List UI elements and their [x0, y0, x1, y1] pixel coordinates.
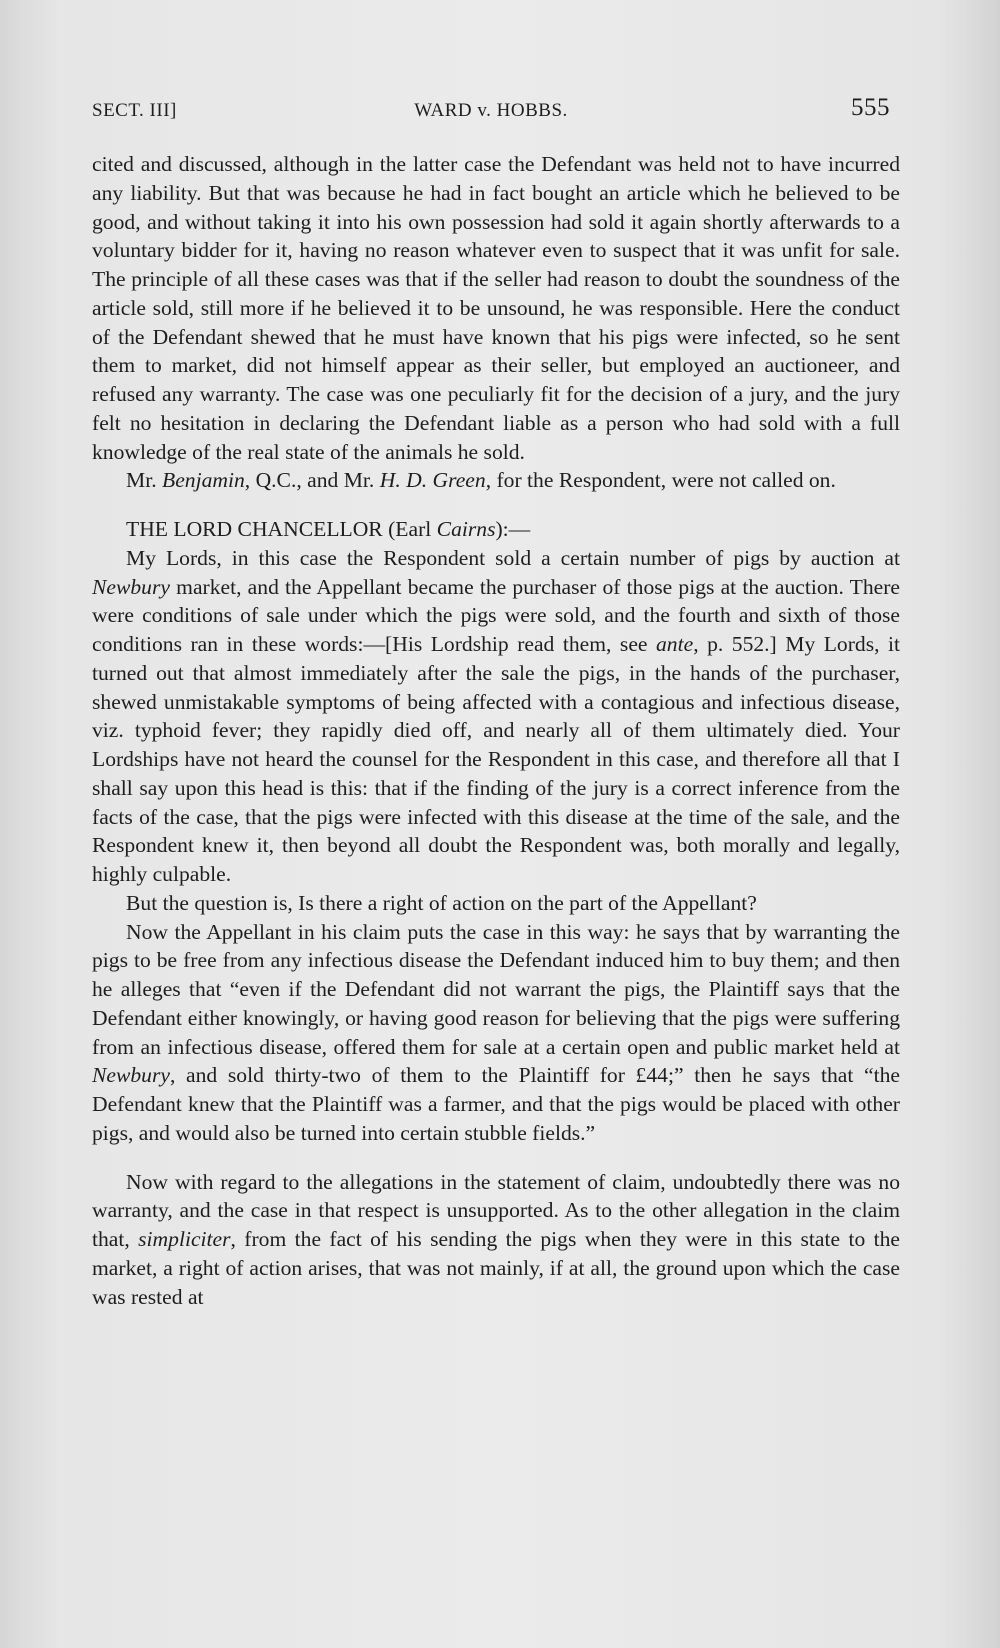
paragraph-counsel-not-called: Mr. Benjamin, Q.C., and Mr. H. D. Green, for the Respondent, were not called on. [126, 468, 836, 493]
paragraph-allegations: Now with regard to the allegations in the statement of claim, undoubtedly there was no warranty, and the case in that respect is unsupported. As to the other allegation in the claim that, simpliciter, from the fact of his sending the pigs when they were in this state to the market, a right of action arises, that was not mainly, if at all, the ground upon which the case was rested at [92, 1169, 900, 1309]
paragraph-claim: Now the Appellant in his claim puts the case in this way: he says that by warranting the pigs to be free from any infectious disease the Defendant induced him to buy them; and then he alleges that “even if the Defendant did not warrant the pigs, the Plaintiff says that the Defendant either knowingly, or having good reason for believing that the pigs were suffering from an infectious disease, offered them for sale at a certain open and public market held at Newbury, and sold thirty-two of them to the Plaintiff for £44;” then he says that “the Defendant knew that the Plaintiff was a farmer, and that the pigs would be placed with other pigs, and would also be turned into certain stubble fields.” [92, 919, 900, 1145]
speaker-heading: THE LORD CHANCELLOR (Earl Cairns):— [126, 517, 531, 541]
page-body [92, 150, 900, 1311]
paragraph-lord-chancellor-facts: My Lords, in this case the Respondent sold a certain number of pigs by auction at Newbury market, and the Appellant became the purchaser of those pigs at the auction. There were conditions of sale under which the pigs were sold, and the fourth and sixth of those conditions ran in these words:—[His Lordship read them, see ante, p. 552.] My Lords, it turned out that almost immediately after the sale the pigs, in the hands of the purchaser, shewed unmistakable symptoms of being affected with a contagious and infectious disease, viz. typhoid fever; they rapidly died off, and nearly all of them ultimately died. Your Lordships have not heard the counsel for the Respondent in this case, and therefore all that I shall say upon this head is this: that if the finding of the jury is a correct inference from the facts of the case, that the pigs were infected with this disease at the time of the sale, and the Respondent knew it, then beyond all doubt the Respondent was, both morally and legally, highly culpable. [92, 545, 901, 886]
running-head [92, 96, 890, 128]
case-title: WARD v. HOBBS. [414, 100, 568, 121]
page-number: 555 [851, 94, 890, 121]
section-label: SECT. III] [92, 100, 177, 121]
paragraph-question: But the question is, Is there a right of action on the part of the Appellant? [126, 890, 757, 915]
paragraph-argument-continued: cited and discussed, although in the latter case the Defendant was held not to have incurred any liability. But that was because he had in fact bought an article which he believed to be good, and without taking it into his own possession had sold it again shortly afterwards to a voluntary bidder for it, having no reason whatever even to suspect that it was unfit for sale. The principle of all these cases was that if the seller had reason to doubt the soundness of the article sold, still more if he believed it to be unsound, he was responsible. Here the conduct of the Defendant shewed that he must have known that his pigs were infected, so he sent them to market, did not himself appear as their seller, but employed an auctioneer, and refused any warranty. The case was one peculiarly fit for the decision of a jury, and the jury felt no hesitation in declaring the Defendant liable as a person who had sold with a full knowledge of the real state of the animals he sold. [92, 152, 900, 464]
